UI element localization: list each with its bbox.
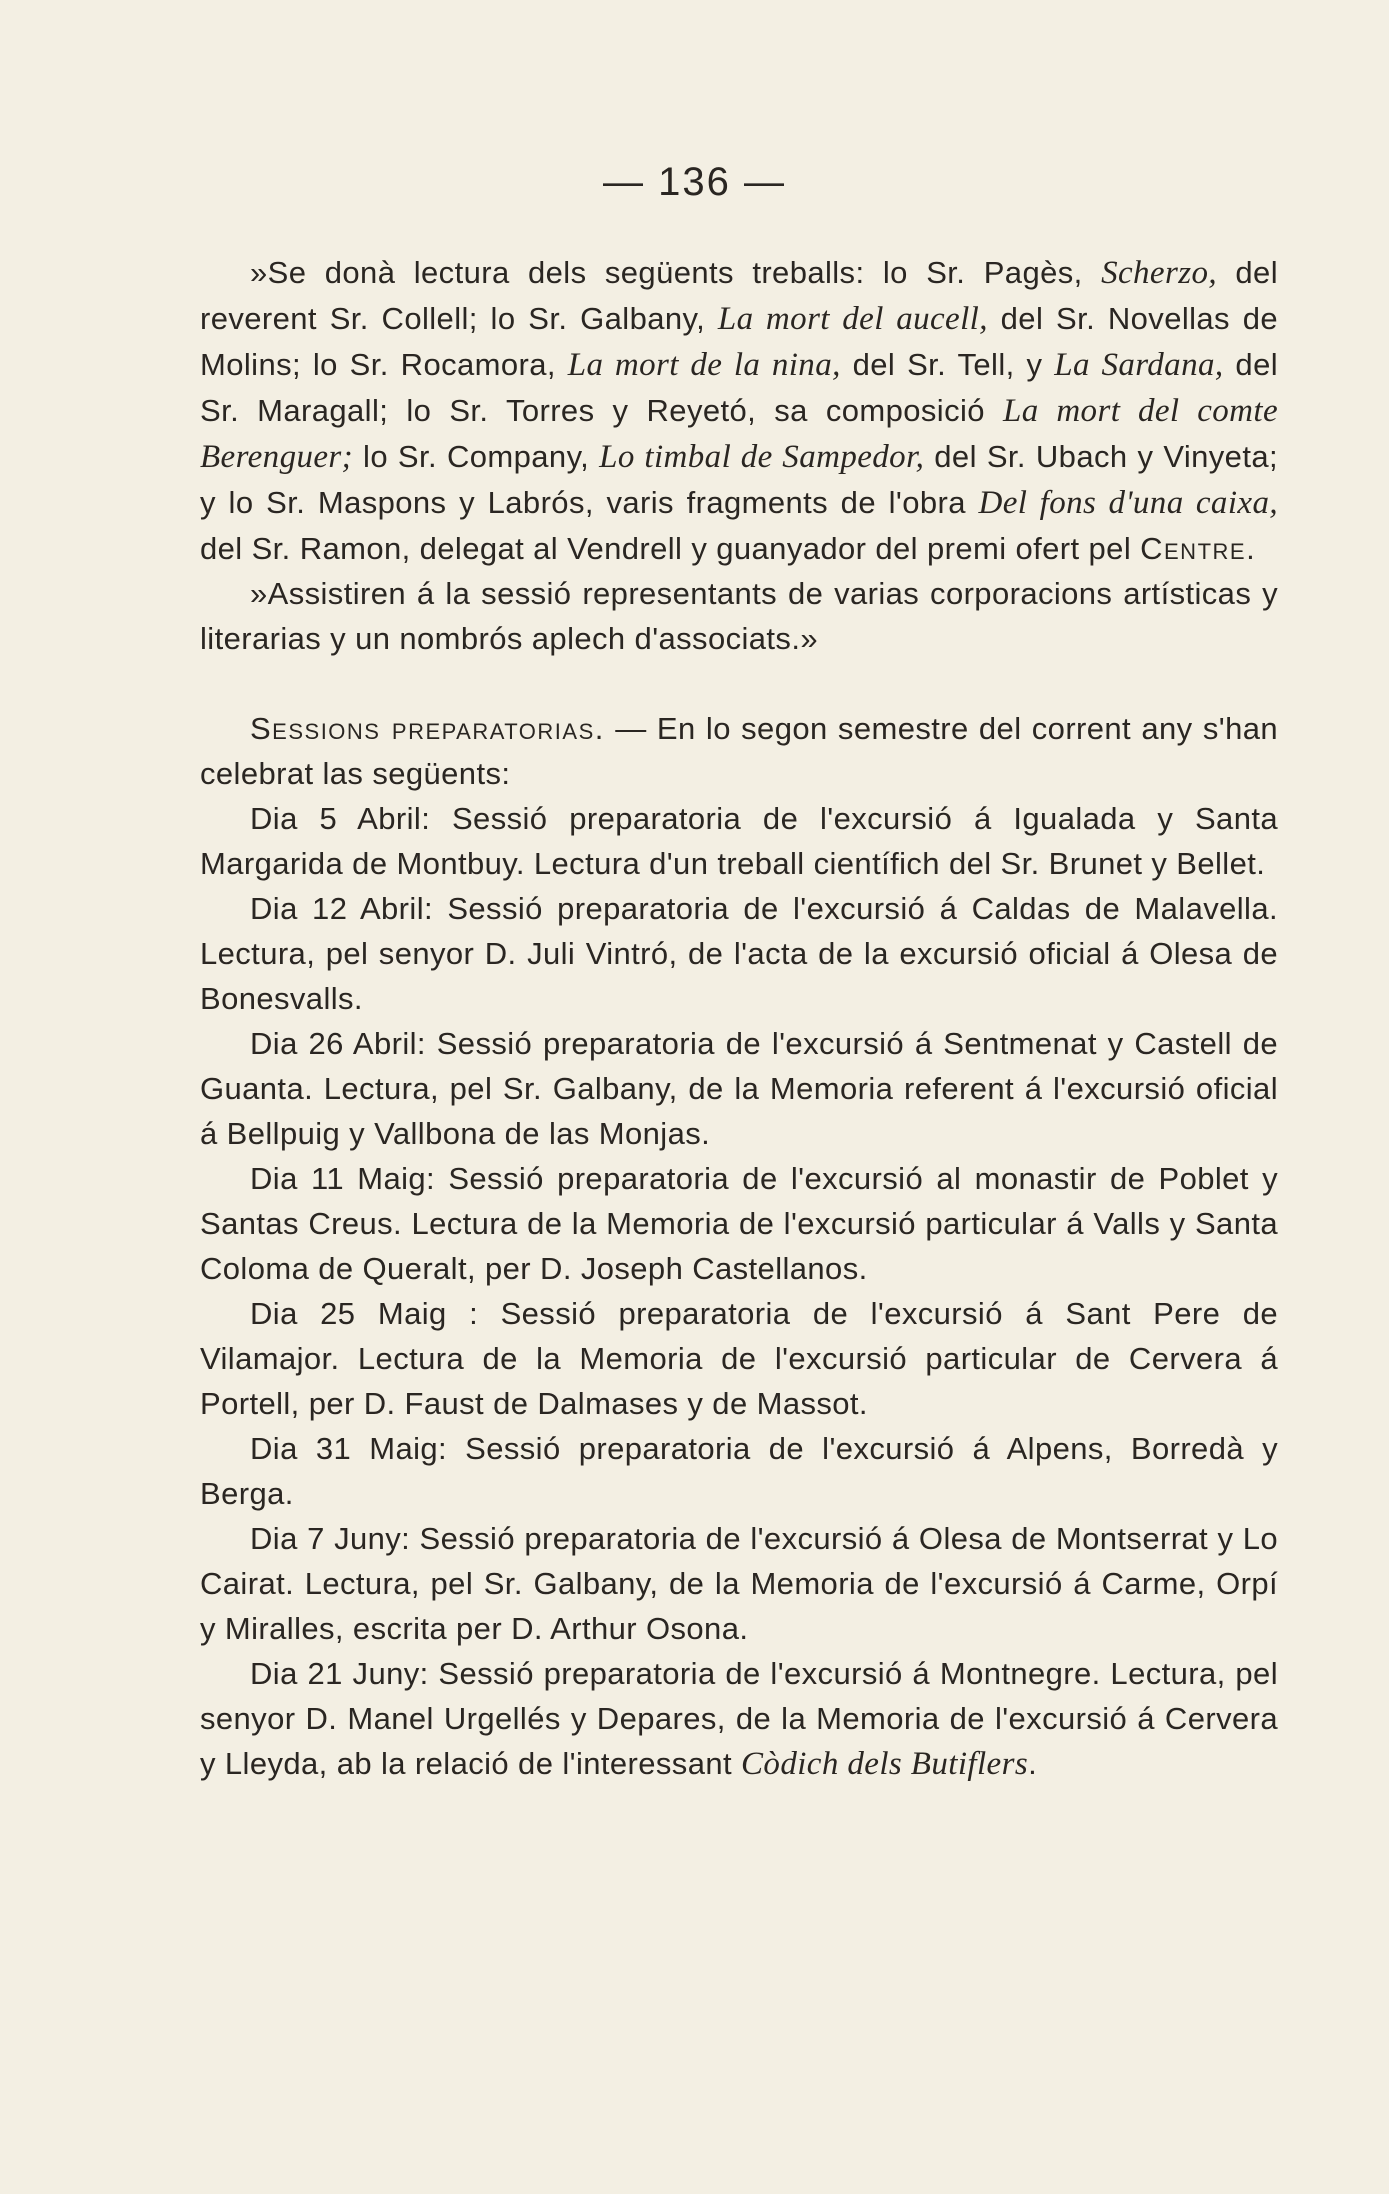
session-entry: Dia 5 Abril: Sessió preparatoria de l'excursió á Igualada y Santa Margarida de Montbuy. Lectura d'un treball científich del Sr. Brunet y Bellet. [200,801,1278,881]
text-run: Dia 21 Juny: Sessió preparatoria de l'excursió á Montnegre. Lectura, pel senyor D. Manel Urgellés y Depares, de la Memoria de l'excursió á Cervera y Lleyda, ab la relació de l'interessant [200,1656,1278,1781]
session-entry: Dia 25 Maig : Sessió preparatoria de l'excursió á Sant Pere de Vilamajor. Lectura de la Memoria de l'excursió particular de Cervera á Portell, per D. Faust de Dalmases y de Massot. [200,1296,1278,1421]
text-run: . [1028,1746,1038,1781]
text-run: »Se donà lectura dels següents treballs: lo Sr. Pagès, [250,255,1102,290]
work-title: La mort de la nina, [567,347,841,383]
paragraph-readings [200,250,1278,571]
paragraph-attendance: »Assistiren á la sessió representants de varias corporacions artísticas y literarias y un nombrós aplech d'associats.» [200,576,1278,656]
text-run: del Sr. Ubach y Vinyeta; y lo Sr. Maspons y Labrós, varis fragments de l'obra [200,439,1278,520]
body-text [200,250,1278,1787]
work-title: La mort del comte Berenguer; [200,393,1278,475]
text-run: — En lo segon semestre del corrent any s'han celebrat las següents: [200,711,1278,791]
text-run: del reverent Sr. Collell; lo Sr. Galbany, [200,255,1278,336]
text-run: del Sr. Tell, y [840,347,1055,382]
paragraph-sessions-heading [200,706,1278,796]
work-title: Del fons d'una caixa, [978,485,1278,521]
page-number: — 136 — [603,160,786,204]
text-run: . [1246,531,1256,566]
text-run: del Sr. Novellas de Molins; lo Sr. Rocamora, [200,301,1278,382]
session-entry: Dia 26 Abril: Sessió preparatoria de l'excursió á Sentmenat y Castell de Guanta. Lectura, pel Sr. Galbany, de la Memoria referent á l'excursió oficial á Bellpuig y Vallbona de las Monjas. [200,1026,1278,1151]
work-title: La Sardana, [1054,347,1224,383]
session-entry: Dia 31 Maig: Sessió preparatoria de l'excursió á Alpens, Borredà y Berga. [200,1431,1278,1511]
small-caps-run: Centre [1140,531,1247,566]
session-entry [200,1651,1278,1787]
session-entry: Dia 12 Abril: Sessió preparatoria de l'excursió á Caldas de Malavella. Lectura, pel senyor D. Juli Vintró, de l'acta de la excursió oficial á Olesa de Bonesvalls. [200,891,1278,1016]
work-title: Lo timbal de Sampedor, [599,439,925,475]
work-title: Còdich dels Butiflers [741,1746,1029,1782]
text-run: del Sr. Maragall; lo Sr. Torres y Reyetó, sa composició [200,347,1278,428]
text-run: del Sr. Ramon, delegat al Vendrell y guanyador del premi ofert pel [200,531,1141,566]
work-title: Scherzo, [1101,255,1217,291]
session-entry: Dia 11 Maig: Sessió preparatoria de l'excursió al monastir de Poblet y Santas Creus. Lectura de la Memoria de l'excursió particular á Valls y Santa Coloma de Queralt, per D. Joseph Castellanos. [200,1161,1278,1286]
text-run: lo Sr. Company, [353,439,600,474]
session-entry: Dia 7 Juny: Sessió preparatoria de l'excursió á Olesa de Montserrat y Lo Cairat. Lectura, pel Sr. Galbany, de la Memoria de l'excursió á Carme, Orpí y Miralles, escrita per D. Arthur Osona. [200,1521,1278,1646]
section-heading: Sessions preparatorias. [250,711,605,746]
work-title: La mort del aucell, [717,301,988,337]
